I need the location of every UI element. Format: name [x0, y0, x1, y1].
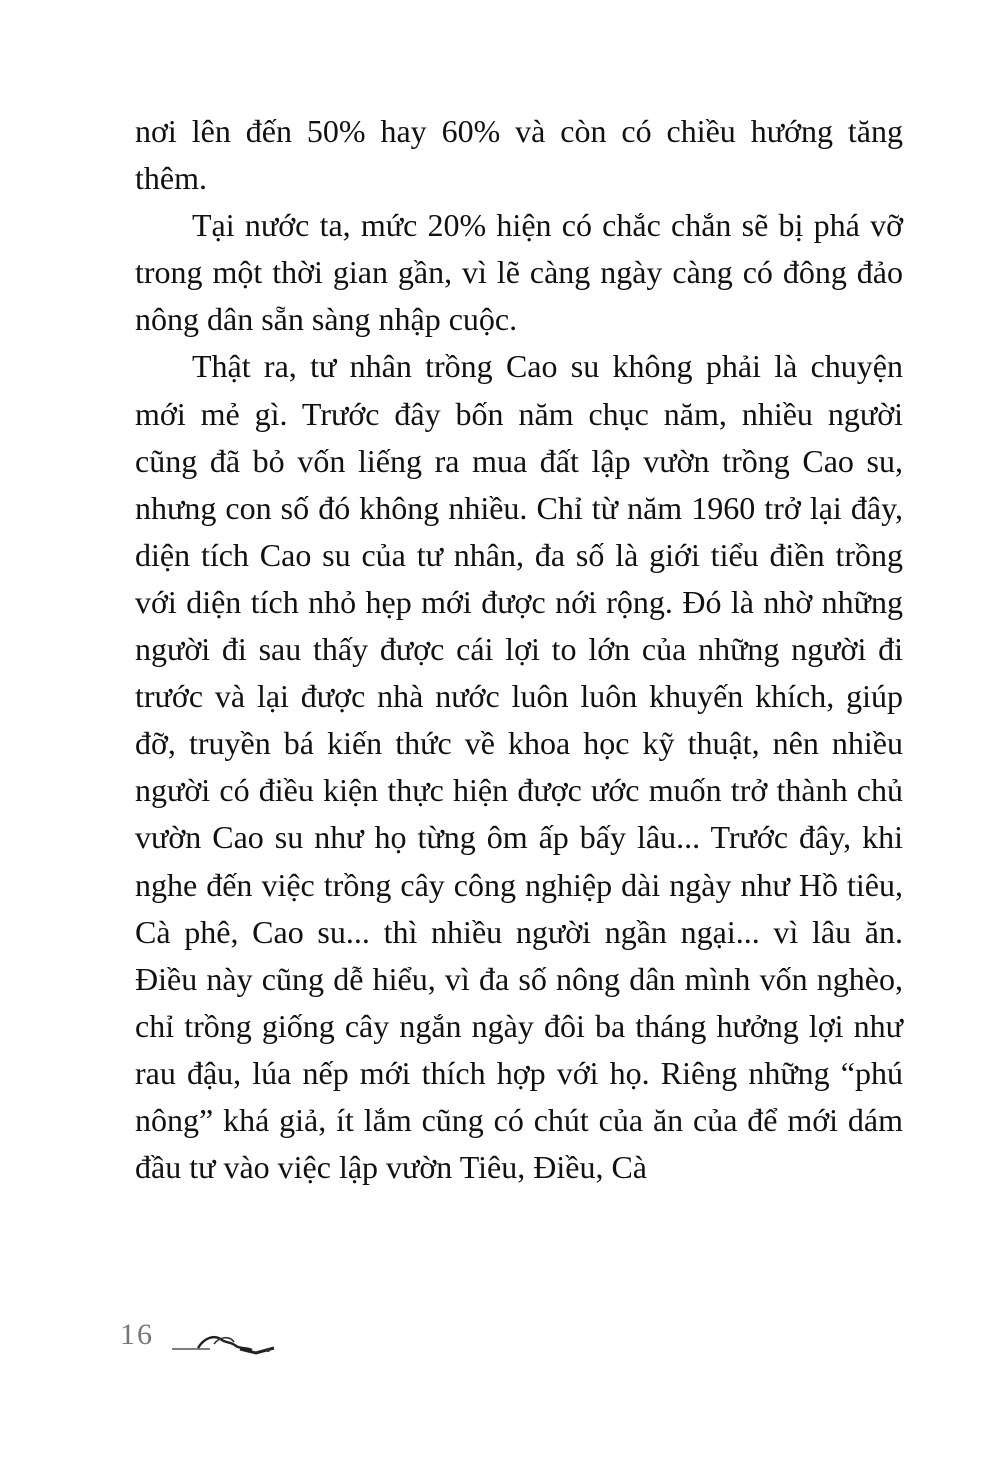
paragraph-continuation: nơi lên đến 50% hay 60% và còn có chiều hướng tăng thêm. [135, 113, 903, 197]
paragraph: Tại nước ta, mức 20% hiện có chắc chắn sẽ bị phá vỡ trong một thời gian gần, vì lẽ càng ngày càng có đông đảo nông dân sẵn sàng nhập cuộc. [135, 207, 903, 338]
paragraph: Thật ra, tư nhân trồng Cao su không phải là chuyện mới mẻ gì. Trước đây bốn năm chục năm, nhiều người cũng đã bỏ vốn liếng ra mua đất lập vườn trồng Cao su, nhưng con số đó không nhiều. Chỉ từ năm 1960 trở lại đây, diện tích Cao su của tư nhân, đa số là giới tiểu điền trồng với diện tích nhỏ hẹp mới được nới rộng. Đó là nhờ những người đi sau thấy được cái lợi to lớn của những người đi trước và lại được nhà nước luôn luôn khuyến khích, giúp đỡ, truyền bá kiến thức về khoa học kỹ thuật, nên nhiều người có điều kiện thực hiện được ước muốn trở thành chủ vườn Cao su như họ từng ôm ấp bấy lâu... Trước đây, khi nghe đến việc trồng cây công nghiệp dài ngày như Hồ tiêu, Cà phê, Cao su... thì nhiều người ngần ngại... vì lâu ăn. Điều này cũng dễ hiểu, vì đa số nông dân mình vốn nghèo, chỉ trồng giống cây ngắn ngày đôi ba tháng hưởng lợi như rau đậu, lúa nếp mới thích hợp với họ. Riêng những “phú nông” khá giả, ít lắm cũng có chút của ăn của để mới dám đầu tư vào việc lập vườn Tiêu, Điều, Cà [135, 348, 903, 1186]
leaf-sketch-icon [170, 1322, 280, 1356]
page-number: 16 [120, 1318, 154, 1351]
body-text [135, 108, 903, 1191]
page-footer [120, 1318, 280, 1358]
